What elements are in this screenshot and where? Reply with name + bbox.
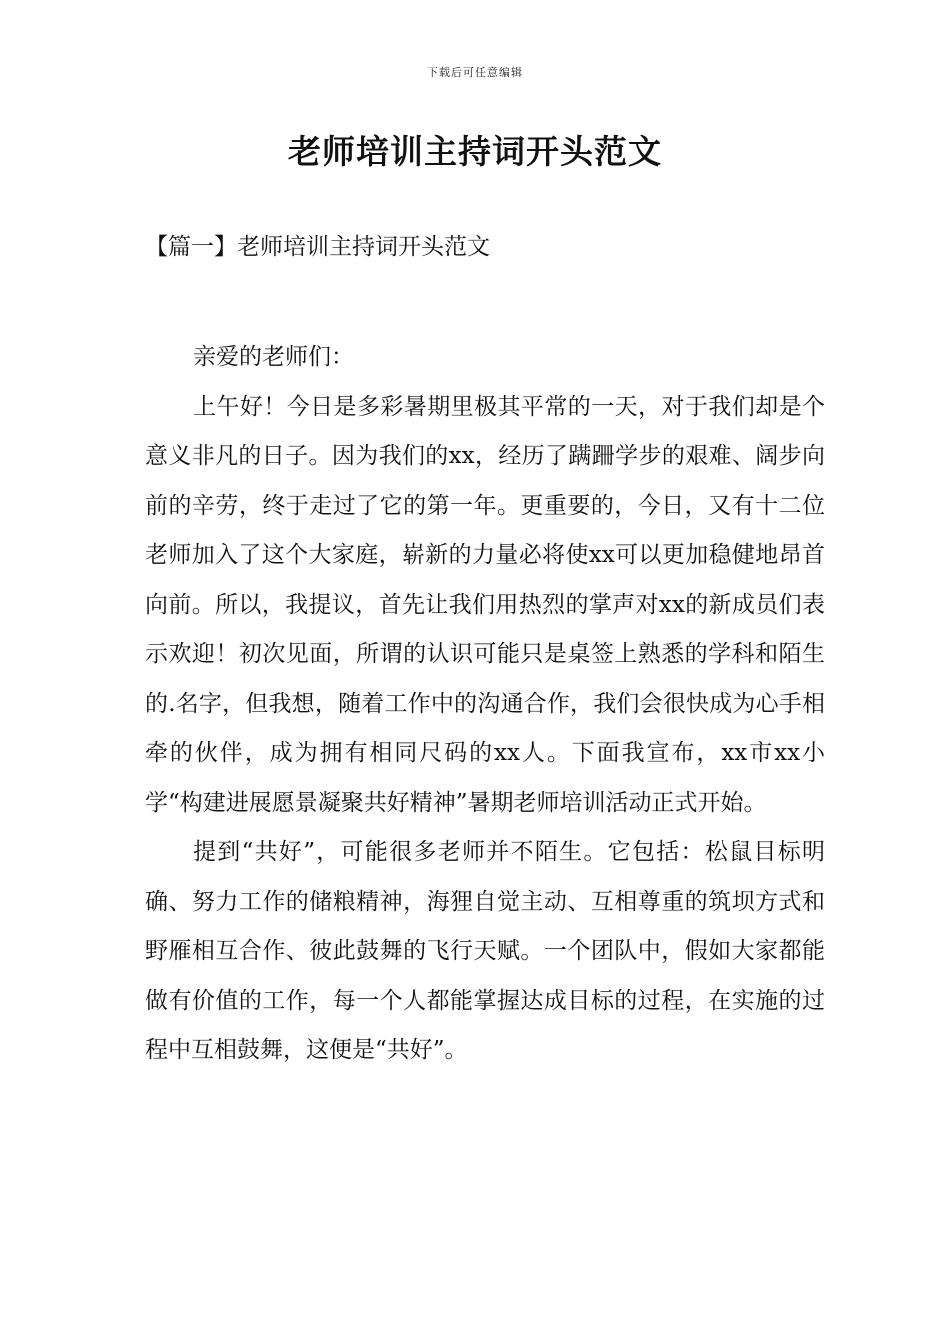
salutation-paragraph: 亲爱的老师们：	[193, 344, 354, 370]
document-body	[145, 333, 825, 1076]
section-heading: 【篇一】老师培训主持词开头范文	[145, 234, 490, 260]
body-paragraph: 提到“共好”，可能很多老师并不陌生。它包括：松鼠目标明确、努力工作的储粮精神，海狸自觉主动、互相尊重的筑坝方式和野雁相互合作、彼此鼓舞的飞行天赋。一个团队中，假如大家都能做有价值的工作，每一个人都能掌握达成目标的过程，在实施的过程中互相鼓舞，这便是“共好”。	[145, 839, 825, 1063]
document-title: 老师培训主持词开头范文	[288, 132, 662, 171]
body-paragraph: 上午好！今日是多彩暑期里极其平常的一天，对于我们却是个意义非凡的日子。因为我们的xx，经历了蹒跚学步的艰难、阔步向前的辛劳，终于走过了它的第一年。更重要的，今日，又有十二位老师加入了这个大家庭，崭新的力量必将使xx可以更加稳健地昂首向前。所以，我提议，首先让我们用热烈的掌声对xx的新成员们表示欢迎！初次见面，所谓的认识可能只是桌签上熟悉的学科和陌生的.名字，但我想，随着工作中的沟通合作，我们会很快成为心手相牵的伙伴，成为拥有相同尺码的xx人。下面我宣布，xx市xx小学“构建进展愿景凝聚共好精神”暑期老师培训活动正式开始。	[145, 393, 825, 816]
header-note: 下载后可任意编辑	[427, 66, 523, 79]
